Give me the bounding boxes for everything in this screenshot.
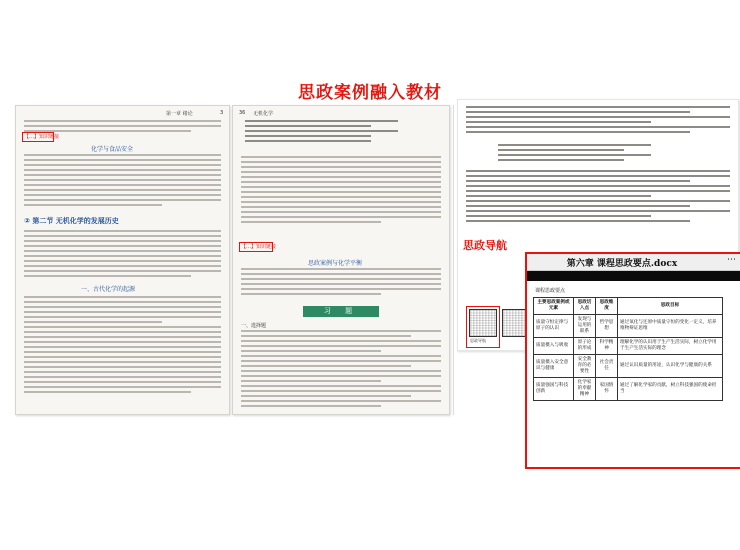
docx-viewer <box>525 252 740 469</box>
exercise-banner: 习 题 <box>303 306 379 317</box>
docx-title: 第六章 课程思政要点.docx <box>566 259 678 269</box>
table-cell: 通过认识质量的用途，认识化学与健康的关系 <box>618 355 723 378</box>
docx-toolbar <box>527 271 740 281</box>
exercise-text <box>466 106 730 136</box>
exercise-text <box>241 330 441 410</box>
table-row <box>534 378 723 401</box>
box-text <box>24 154 221 209</box>
ideology-table <box>533 297 723 401</box>
table-row <box>534 338 723 355</box>
table-cell: 社会责任 <box>596 355 618 378</box>
table-cell: 发现与运用的联系 <box>574 315 596 338</box>
body-text <box>241 156 441 226</box>
running-header: 第一章 绪论 <box>166 111 193 117</box>
section-title: ② 第二节 无机化学的发展历史 <box>24 217 119 225</box>
table-caption: 课程思政要点 <box>535 288 566 294</box>
subsection-text <box>24 296 221 396</box>
table-cell: 质量强国与科技创新 <box>534 378 574 401</box>
qr-code-icon[interactable] <box>469 309 497 337</box>
box-text <box>241 268 441 298</box>
table-cell: 科学精神 <box>596 338 618 355</box>
textbook-page-1 <box>15 105 230 415</box>
column-header: 思政切入点 <box>574 298 596 315</box>
table-cell: 安全教育的必要性 <box>574 355 596 378</box>
qr-caption: 思政导航 <box>470 338 486 343</box>
table-cell: 质量摄入安全意识与健康 <box>534 355 574 378</box>
page-number: 36 <box>239 110 246 116</box>
knowledge-link-tag: 【…】知识链接 <box>24 134 60 140</box>
column-header: 思政维度 <box>596 298 618 315</box>
subsection-title: 一、古代化学的起源 <box>81 286 136 293</box>
more-options-icon[interactable]: ⋯ <box>727 255 736 265</box>
column-header: 思政目标 <box>618 298 723 315</box>
diagram-lines <box>498 144 678 164</box>
table-cell: 原子论的形成 <box>574 338 596 355</box>
page-divider <box>453 105 454 415</box>
formula-block <box>245 120 425 145</box>
question-text <box>466 170 730 225</box>
docx-title-bar <box>527 254 740 271</box>
textbook-page-2 <box>232 105 450 415</box>
ideology-navigation-label: 思政导航 <box>463 239 507 252</box>
table-row <box>534 315 723 338</box>
table-cell: 通过氧化与还原中质量守恒的变化一定义，培养唯物辩证思维 <box>618 315 723 338</box>
table-cell: 理解化学的认识用于生产生活实际，树立化学用于生产生活实际的理念 <box>618 338 723 355</box>
box-title: 思政案例与化学平衡 <box>308 260 363 267</box>
table-cell: 家国情怀 <box>596 378 618 401</box>
table-cell: 哲学思想 <box>596 315 618 338</box>
exercise-subtitle: 一、选择题 <box>241 323 267 329</box>
column-header: 主要思政案例或元素 <box>534 298 574 315</box>
section-text <box>24 230 221 280</box>
table-cell: 质量守恒定律与原子的认识 <box>534 315 574 338</box>
table-cell: 化学家的奉献精神 <box>574 378 596 401</box>
table-header-row <box>534 298 723 315</box>
table-row <box>534 355 723 378</box>
knowledge-link-tag: 【…】知识链接 <box>241 244 277 250</box>
running-header: 无机化学 <box>253 111 274 117</box>
box-title: 化学与食品安全 <box>91 146 134 153</box>
docx-content <box>527 281 740 405</box>
page-heading: 思政案例融入教材 <box>298 83 442 103</box>
table-cell: 质量摄入与吸收 <box>534 338 574 355</box>
page-number: 3 <box>220 110 224 116</box>
table-cell: 通过了解化学家的贡献，树立科技强国的使命担当 <box>618 378 723 401</box>
